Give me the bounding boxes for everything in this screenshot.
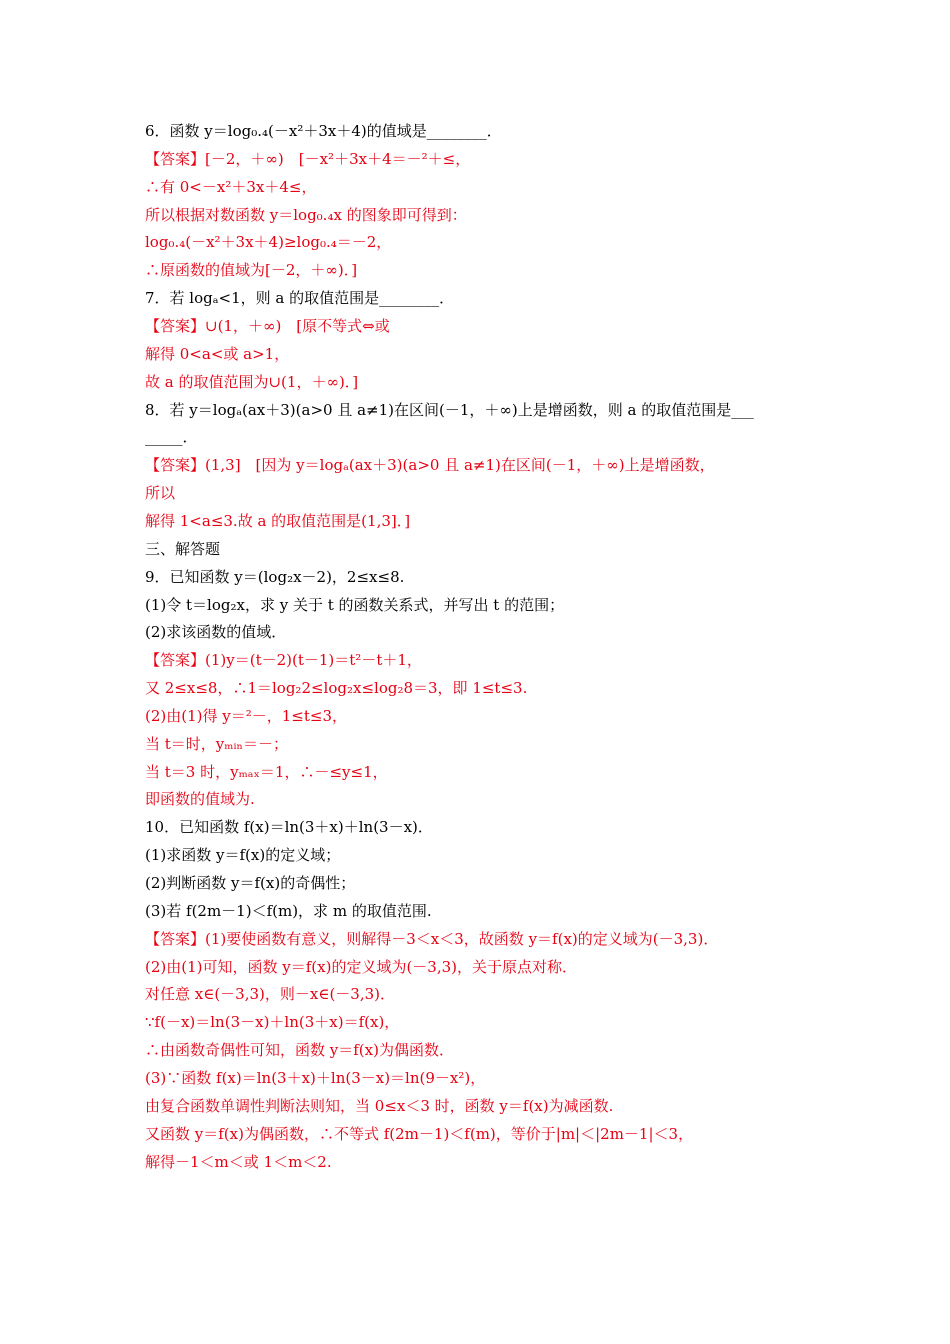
text-line: 解得 1<a≤3.故 a 的取值范围是(1,3]．]: [145, 511, 411, 530]
text-line: 解得 0<a<或 a>1，: [145, 344, 290, 363]
text-line: 所以: [145, 484, 176, 503]
text-line: (1)令 t＝log₂x，求 y 关于 t 的函数关系式，并写出 t 的范围；: [145, 595, 565, 614]
text-line: 三、解答题: [145, 539, 221, 558]
text-line: 又函数 y＝f(x)为偶函数，∴不等式 f(2m－1)＜f(m)，等价于|m|＜|2m－1|＜3，: [145, 1124, 694, 1143]
text-line: 【答案】[－2，＋∞) [－x²＋3x＋4＝－²＋≤，: [145, 149, 471, 168]
text-line: 【答案】(1)要使函数有意义，则解得－3＜x＜3，故函数 y＝f(x)的定义域为(－3,3)．: [145, 929, 719, 948]
text-line: (2)由(1)得 y＝²－，1≤t≤3，: [145, 706, 348, 725]
text-line: (3)∵函数 f(x)＝ln(3＋x)＋ln(3－x)＝ln(9－x²)，: [145, 1068, 486, 1087]
text-line: 【答案】∪(1，＋∞) [原不等式⇔或: [145, 317, 390, 335]
text-line: 又 2≤x≤8，∴1＝log₂2≤log₂x≤log₂8＝3，即 1≤t≤3.: [145, 679, 528, 697]
text-line: ∵f(－x)＝ln(3－x)＋ln(3＋x)＝f(x)，: [145, 1013, 400, 1032]
text-line: log₀.₄(－x²＋3x＋4)≥log₀.₄＝－2，: [145, 233, 392, 252]
text-line: (3)若 f(2m－1)＜f(m)，求 m 的取值范围.: [145, 901, 432, 920]
text-line: 【答案】(1,3] [因为 y＝logₐ(ax＋3)(a>0 且 a≠1)在区间(－1，＋∞)上是增函数，: [145, 456, 715, 475]
text-line: 9．已知函数 y＝(log₂x－2)，2≤x≤8.: [145, 567, 405, 586]
text-line: 由复合函数单调性判断法则知，当 0≤x＜3 时，函数 y＝f(x)为减函数.: [145, 1096, 614, 1115]
text-line: 【答案】(1)y＝(t－2)(t－1)＝t²－t＋1，: [145, 651, 422, 670]
text-line: 7．若 logₐ<1，则 a 的取值范围是________．: [145, 289, 455, 308]
text-line: 对任意 x∈(－3,3)，则－x∈(－3,3)．: [145, 985, 396, 1004]
text-line: (1)求函数 y＝f(x)的定义域；: [145, 846, 341, 865]
text-line: (2)求该函数的值域．: [145, 623, 287, 642]
text-line: 所以根据对数函数 y＝log₀.₄x 的图象即可得到：: [145, 205, 467, 224]
text-line: 当 t＝3 时，yₘₐₓ＝1，∴－≤y≤1，: [145, 762, 388, 781]
text-line: 当 t＝时，yₘᵢₙ＝－；: [145, 734, 288, 753]
text-line: ∴原函数的值域为[－2，＋∞)．]: [145, 261, 358, 280]
text-line: 8．若 y＝logₐ(ax＋3)(a>0 且 a≠1)在区间(－1，＋∞)上是增函数，则 a 的取值范围是___: [145, 400, 754, 419]
text-line: 10．已知函数 f(x)＝ln(3＋x)＋ln(3－x)．: [145, 818, 433, 837]
text-line: 解得－1＜m＜或 1＜m＜2.: [145, 1152, 332, 1171]
text-line: 故 a 的取值范围为∪(1，＋∞)．]: [145, 372, 359, 391]
text-line: (2)判断函数 y＝f(x)的奇偶性；: [145, 874, 356, 892]
text-line: _____．: [145, 428, 198, 447]
text-line: ∴有 0<－x²＋3x＋4≤，: [145, 177, 317, 196]
text-line: 6．函数 y＝log₀.₄(－x²＋3x＋4)的值域是________．: [145, 122, 502, 140]
text-line: 即函数的值域为.: [145, 790, 255, 809]
text-line: ∴由函数奇偶性可知，函数 y＝f(x)为偶函数．: [145, 1041, 454, 1060]
text-line: (2)由(1)可知，函数 y＝f(x)的定义域为(－3,3)，关于原点对称．: [145, 957, 578, 976]
